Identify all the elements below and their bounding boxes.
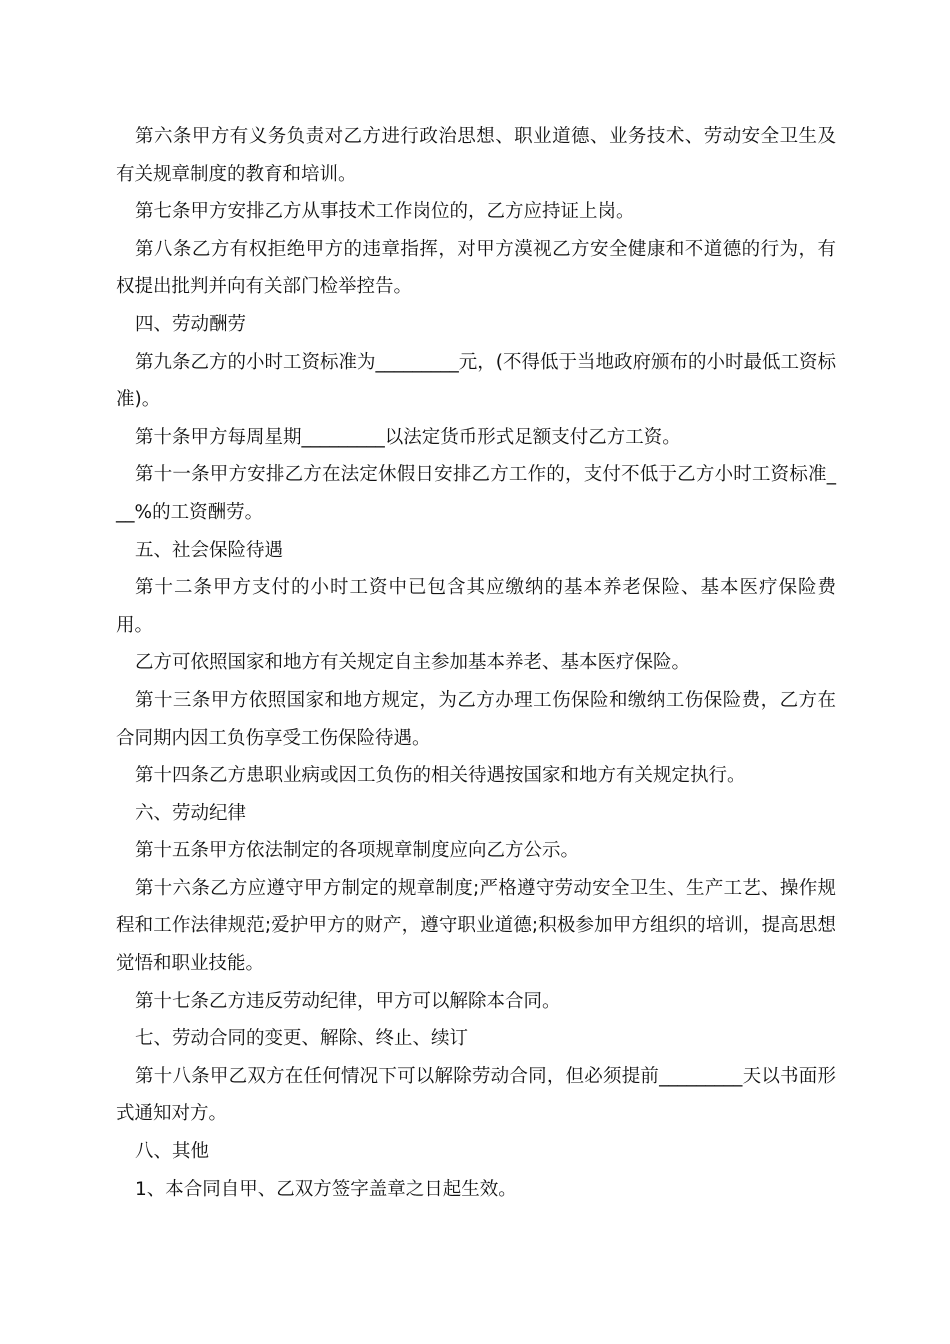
section-heading-labor-discipline: 六、劳动纪律 — [135, 802, 247, 824]
section-heading-social-insurance: 五、社会保险待遇 — [135, 539, 284, 561]
clause-6: 第六条甲方有义务负责对乙方进行政治思想、职业道德、业务技术、劳动安全卫生及有关规章制度的教育和培训。 — [116, 126, 836, 185]
clause-12-supplement: 乙方可依照国家和地方有关规定自主参加基本养老、基本医疗保险。 — [135, 652, 691, 674]
section-heading-contract-changes: 七、劳动合同的变更、解除、终止、续订 — [135, 1028, 469, 1050]
clause-16: 第十六条乙方应遵守甲方制定的规章制度;严格遵守劳动安全卫生、生产工艺、操作规程和工作法律规范;爱护甲方的财产，遵守职业道德;积极参加甲方组织的培训，提高思想觉悟和职业技能。 — [116, 877, 836, 975]
clause-8: 第八条乙方有权拒绝甲方的违章指挥，对甲方漠视乙方安全健康和不道德的行为，有权提出批判并向有关部门检举控告。 — [116, 238, 836, 298]
clause-10: 第十条甲方每周星期_________以法定货币形式足额支付乙方工资。 — [135, 426, 681, 448]
section-heading-other: 八、其他 — [135, 1141, 210, 1163]
clause-18: 第十八条甲乙双方在任何情况下可以解除劳动合同，但必须提前_________天以书面形式通知对方。 — [116, 1065, 836, 1125]
other-item-1: 1、本合同自甲、乙双方签字盖章之日起生效。 — [135, 1178, 517, 1200]
clause-9: 第九条乙方的小时工资标准为_________元，(不得低于当地政府颁布的小时最低工资标准)。 — [116, 351, 836, 411]
clause-11: 第十一条甲方安排乙方在法定休假日安排乙方工作的，支付不低于乙方小时工资标准___%的工资酬劳。 — [116, 464, 836, 523]
clause-17: 第十七条乙方违反劳动纪律，甲方可以解除本合同。 — [135, 990, 561, 1012]
clause-12: 第十二条甲方支付的小时工资中已包含其应缴纳的基本养老保险、基本医疗保险费用。 — [116, 577, 836, 636]
clause-7: 第七条甲方安排乙方从事技术工作岗位的，乙方应持证上岗。 — [135, 201, 635, 223]
clause-14: 第十四条乙方患职业病或因工负伤的相关待遇按国家和地方有关规定执行。 — [135, 765, 746, 787]
clause-13: 第十三条甲方依照国家和地方规定，为乙方办理工伤保险和缴纳工伤保险费，乙方在合同期内因工负伤享受工伤保险待遇。 — [116, 689, 836, 749]
section-heading-labor-pay: 四、劳动酬劳 — [135, 313, 247, 335]
clause-15: 第十五条甲方依法制定的各项规章制度应向乙方公示。 — [135, 840, 580, 862]
contract-body — [116, 118, 836, 1208]
